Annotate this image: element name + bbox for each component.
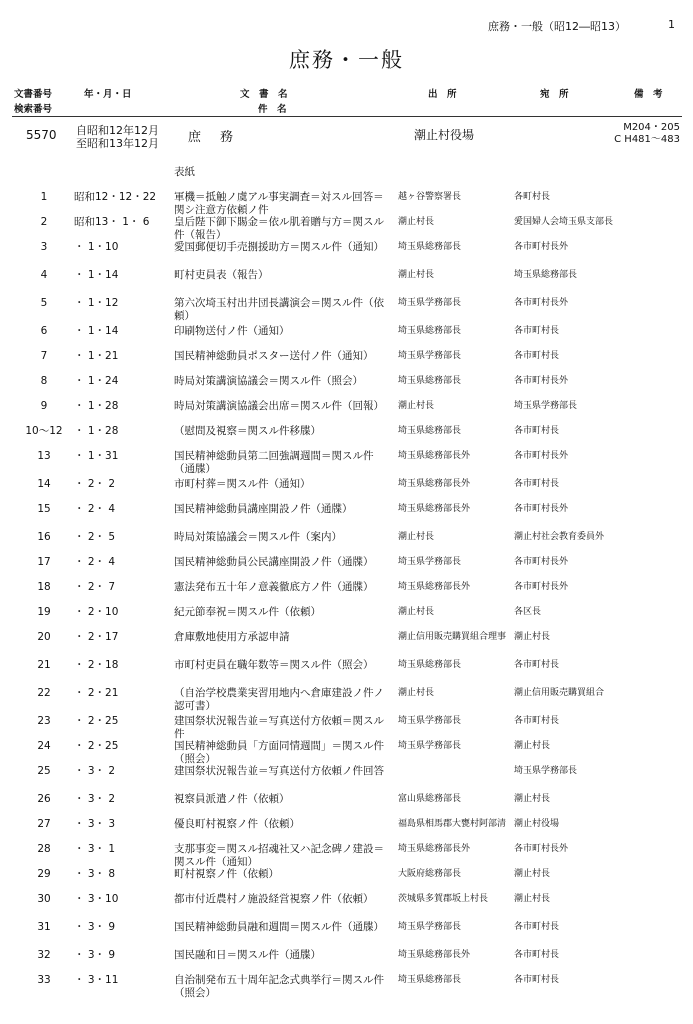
row-number: 30	[37, 893, 51, 905]
row-number: 5	[40, 297, 48, 309]
table-row	[0, 554, 693, 579]
row-to: 各市町村長外	[514, 242, 569, 252]
row-date: ・ 1・28	[74, 425, 119, 437]
row-to: 各市町村長外	[514, 582, 569, 592]
table-row	[0, 267, 693, 295]
row-to: 各市町村長	[514, 351, 560, 361]
table-row	[0, 398, 693, 423]
row-to: 埼玉県総務部長	[514, 270, 578, 280]
row-subject: 時局対策協議会＝関スル件（案内）	[174, 531, 342, 543]
record-number: 5570	[26, 128, 57, 142]
row-number: 31	[37, 921, 51, 933]
row-number: 28	[37, 843, 51, 855]
row-date: ・ 3・11	[74, 974, 119, 986]
row-date: 昭和12・12・22	[74, 191, 157, 203]
table-row	[0, 816, 693, 841]
row-from: 茨城県多賀郡坂上村長	[398, 894, 489, 904]
row-from: 潮止信用販売購買組合理事	[398, 632, 507, 642]
row-from: 埼玉県総務部長	[398, 426, 462, 436]
row-number: 7	[40, 350, 48, 362]
record-note-2: C H481～483	[614, 134, 680, 145]
row-from: 埼玉県総務部長	[398, 242, 462, 252]
table-row	[0, 164, 693, 189]
table-row	[0, 189, 693, 214]
row-to: 各区長	[514, 607, 542, 617]
table-row	[0, 685, 693, 713]
row-number: 3	[40, 241, 48, 253]
header-item-name: 件 名	[258, 104, 287, 115]
row-subject: 表紙	[174, 166, 195, 178]
table-row	[0, 738, 693, 763]
table-row	[0, 791, 693, 816]
table-row	[0, 529, 693, 554]
row-from: 埼玉県総務部長外	[398, 479, 471, 489]
header-to: 宛 所	[540, 89, 569, 100]
table-row	[0, 947, 693, 972]
row-from: 埼玉県学務部長	[398, 741, 462, 751]
record-date-to: 至昭和13年12月	[76, 137, 159, 150]
row-date: ・ 2・18	[74, 659, 119, 671]
row-to: 各市町村長外	[514, 844, 569, 854]
table-row	[0, 295, 693, 323]
row-from: 埼玉県総務部長	[398, 376, 462, 386]
running-header: 庶務・一般（昭12―昭13）	[488, 20, 626, 33]
record-office: 潮止村役場	[414, 128, 475, 142]
record-note-1: M204・205	[623, 122, 680, 133]
row-to: 愛国婦人会埼玉県支部長	[514, 217, 614, 227]
row-subject: 建国祭状況報告並＝写真送付方依頼ノ件回答	[174, 765, 384, 777]
table-row	[0, 841, 693, 866]
row-number: 33	[37, 974, 51, 986]
row-to: 潮止信用販売購買組合	[514, 688, 605, 698]
row-from: 潮止村長	[398, 607, 435, 617]
row-to: 各市町村長	[514, 479, 560, 489]
row-to: 潮止村社会教育委員外	[514, 532, 605, 542]
row-subject: 愛国郵便切手売捌援助方＝関スル件（通知）	[174, 241, 384, 253]
row-date: ・ 3・ 2	[74, 765, 116, 777]
row-from: 埼玉県総務部長	[398, 326, 462, 336]
row-from: 富山県総務部長	[398, 794, 462, 804]
row-date: 昭和13・ 1・ 6	[74, 216, 150, 228]
table-row	[0, 501, 693, 529]
row-number: 4	[40, 269, 48, 281]
row-subject: 時局対策講演協議会出席＝関スル件（回報）	[174, 400, 384, 412]
row-date: ・ 3・ 9	[74, 921, 116, 933]
row-number: 1	[40, 191, 48, 203]
row-subject: 印刷物送付ノ件（通知）	[174, 325, 290, 337]
row-to: 各市町村長外	[514, 376, 569, 386]
header-search-no: 検索番号	[14, 104, 53, 115]
row-date: ・ 3・ 2	[74, 793, 116, 805]
table-row	[0, 713, 693, 738]
row-from: 大阪府総務部長	[398, 869, 462, 879]
row-subject: 支那事変＝関スル招魂社又ハ記念碑ノ建設＝関スル件（通知）	[174, 843, 384, 868]
row-from: 潮止村長	[398, 532, 435, 542]
row-from: 潮止村長	[398, 217, 435, 227]
table-row	[0, 323, 693, 348]
row-from: 埼玉県総務部長外	[398, 451, 471, 461]
row-to: 各市町村長	[514, 975, 560, 985]
row-to: 各市町村長	[514, 922, 560, 932]
table-row	[0, 348, 693, 373]
row-date: ・ 2・21	[74, 687, 119, 699]
row-date: ・ 1・14	[74, 269, 119, 281]
row-from: 埼玉県総務部長外	[398, 504, 471, 514]
header-from: 出 所	[428, 89, 457, 100]
row-date: ・ 3・10	[74, 893, 119, 905]
row-date: ・ 2・ 4	[74, 556, 116, 568]
row-to: 各市町村長	[514, 326, 560, 336]
row-subject: 国民精神総動員「方面同情週間」＝関スル件（照会）	[174, 740, 384, 765]
row-from: 埼玉県学務部長	[398, 557, 462, 567]
row-subject: 軍機＝抵触ノ虞アル事実調査＝対スル回答＝関シ注意方依頼ノ件	[174, 191, 384, 216]
row-from: 潮止村長	[398, 270, 435, 280]
row-subject: 国民精神総動員公民講座開設ノ件（通牒）	[174, 556, 374, 568]
row-to: 埼玉県学務部長	[514, 401, 578, 411]
row-to: 各市町村長	[514, 426, 560, 436]
row-number: 21	[37, 659, 51, 671]
row-date: ・ 3・ 8	[74, 868, 116, 880]
row-date: ・ 1・28	[74, 400, 119, 412]
row-number: 23	[37, 715, 51, 727]
row-to: 潮止村長	[514, 869, 551, 879]
table-row	[0, 972, 693, 997]
row-date: ・ 2・25	[74, 740, 119, 752]
row-from: 埼玉県学務部長	[398, 351, 462, 361]
row-to: 潮止村長	[514, 741, 551, 751]
row-number: 26	[37, 793, 51, 805]
page-title: 庶務・一般	[289, 48, 404, 72]
row-date: ・ 3・ 3	[74, 818, 116, 830]
row-from: 埼玉県総務部長	[398, 975, 462, 985]
row-number: 16	[37, 531, 51, 543]
row-date: ・ 2・ 5	[74, 531, 116, 543]
row-subject: 時局対策講演協議会＝関スル件（照会）	[174, 375, 363, 387]
row-date: ・ 3・ 9	[74, 949, 116, 961]
row-number: 25	[37, 765, 51, 777]
table-row	[0, 629, 693, 657]
row-subject: 自治制発布五十周年記念式典挙行＝関スル件（照会）	[174, 974, 384, 999]
row-to: 潮止村長	[514, 794, 551, 804]
row-subject: 建国祭状況報告並＝写真送付方依頼＝関スル件	[174, 715, 384, 740]
record-title: 庶 務	[188, 130, 237, 145]
row-to: 各市町村長	[514, 660, 560, 670]
row-date: ・ 1・24	[74, 375, 119, 387]
row-from: 越ヶ谷警察署長	[398, 192, 462, 202]
document-list	[0, 164, 693, 997]
table-row	[0, 373, 693, 398]
row-subject: 紀元節奉祝＝関スル件（依頼）	[174, 606, 321, 618]
header-note: 備 考	[634, 89, 663, 100]
row-date: ・ 2・ 7	[74, 581, 116, 593]
row-subject: 町村吏員表（報告）	[174, 269, 269, 281]
row-number: 6	[40, 325, 48, 337]
page-number: 1	[668, 18, 675, 31]
row-to: 各市町村長	[514, 950, 560, 960]
row-from: 潮止村長	[398, 401, 435, 411]
header-doc-no: 文書番号	[14, 89, 53, 100]
row-number: 27	[37, 818, 51, 830]
row-from: 埼玉県学務部長	[398, 298, 462, 308]
table-row	[0, 448, 693, 476]
row-number: 19	[37, 606, 51, 618]
table-row	[0, 423, 693, 448]
row-to: 潮止村役場	[514, 819, 560, 829]
row-date: ・ 2・ 4	[74, 503, 116, 515]
row-from: 埼玉県学務部長	[398, 716, 462, 726]
row-number: 15	[37, 503, 51, 515]
table-row	[0, 239, 693, 267]
row-to: 各市町村長外	[514, 557, 569, 567]
row-from: 埼玉県総務部長	[398, 660, 462, 670]
table-row	[0, 763, 693, 791]
row-number: 13	[37, 450, 51, 462]
row-number: 17	[37, 556, 51, 568]
row-from: 福島県相馬郡大甕村阿部清	[398, 819, 507, 829]
table-row	[0, 214, 693, 239]
row-subject: 都市付近農村ノ施設経営視察ノ件（依頼）	[174, 893, 374, 905]
row-number: 2	[40, 216, 48, 228]
row-subject: 国民精神総動員融和週間＝関スル件（通牒）	[174, 921, 384, 933]
row-subject: 皇后陛下御下賜金＝依ル肌着贈与方＝関スル件（報告）	[174, 216, 384, 241]
row-to: 各町村長	[514, 192, 551, 202]
row-number: 10～12	[25, 425, 63, 437]
row-number: 18	[37, 581, 51, 593]
row-to: 潮止村長	[514, 632, 551, 642]
header-rule	[12, 116, 682, 117]
row-subject: 国民精神総動員ポスター送付ノ件（通知）	[174, 350, 374, 362]
row-number: 32	[37, 949, 51, 961]
row-number: 9	[40, 400, 48, 412]
row-to: 各市町村長外	[514, 451, 569, 461]
row-from: 埼玉県総務部長外	[398, 950, 471, 960]
row-to: 埼玉県学務部長	[514, 766, 578, 776]
row-from: 埼玉県学務部長	[398, 922, 462, 932]
row-date: ・ 2・ 2	[74, 478, 116, 490]
row-number: 20	[37, 631, 51, 643]
row-subject: （慰問及視察＝関スル件移牒）	[174, 425, 321, 437]
row-date: ・ 1・21	[74, 350, 119, 362]
table-row	[0, 476, 693, 501]
row-from: 埼玉県総務部長外	[398, 844, 471, 854]
row-date: ・ 1・14	[74, 325, 119, 337]
row-subject: 憲法発布五十年ノ意義徹底方ノ件（通牒）	[174, 581, 374, 593]
row-subject: 市町村葬＝関スル件（通知）	[174, 478, 311, 490]
row-number: 8	[40, 375, 48, 387]
row-number: 22	[37, 687, 51, 699]
row-subject: 倉庫敷地使用方承認申請	[174, 631, 290, 643]
row-subject: 視察員派遣ノ件（依頼）	[174, 793, 290, 805]
row-to: 各市町村長外	[514, 504, 569, 514]
row-subject: 第六次埼玉村出井団長講演会＝関スル件（依頼）	[174, 297, 384, 322]
row-date: ・ 1・12	[74, 297, 119, 309]
record-date-from: 自昭和12年12月	[76, 124, 159, 137]
row-date: ・ 1・31	[74, 450, 119, 462]
table-row	[0, 604, 693, 629]
table-row	[0, 579, 693, 604]
table-row	[0, 866, 693, 891]
row-to: 各市町村長	[514, 716, 560, 726]
table-row	[0, 919, 693, 947]
row-subject: 国民精神総動員講座開設ノ件（通牒）	[174, 503, 353, 515]
row-subject: （自治学校農業実習用地内へ倉庫建設ノ件ノ認可書）	[174, 687, 384, 712]
row-subject: 国民精神総動員第二回強調週間＝関スル件（通牒）	[174, 450, 374, 475]
row-date: ・ 3・ 1	[74, 843, 116, 855]
row-date: ・ 2・25	[74, 715, 119, 727]
row-to: 各市町村長外	[514, 298, 569, 308]
row-subject: 優良町村視察ノ件（依頼）	[174, 818, 300, 830]
row-date: ・ 1・10	[74, 241, 119, 253]
header-date: 年・月・日	[84, 89, 132, 100]
row-subject: 町村視察ノ件（依頼）	[174, 868, 279, 880]
row-date: ・ 2・17	[74, 631, 119, 643]
row-from: 潮止村長	[398, 688, 435, 698]
table-row	[0, 891, 693, 919]
row-from: 埼玉県総務部長外	[398, 582, 471, 592]
row-number: 29	[37, 868, 51, 880]
row-number: 24	[37, 740, 51, 752]
row-number: 14	[37, 478, 51, 490]
table-row	[0, 657, 693, 685]
row-subject: 市町村吏員在職年数等＝関スル件（照会）	[174, 659, 374, 671]
row-subject: 国民融和日＝関スル件（通牒）	[174, 949, 321, 961]
row-date: ・ 2・10	[74, 606, 119, 618]
row-to: 潮止村長	[514, 894, 551, 904]
header-doc-name: 文 書 名	[240, 89, 288, 100]
